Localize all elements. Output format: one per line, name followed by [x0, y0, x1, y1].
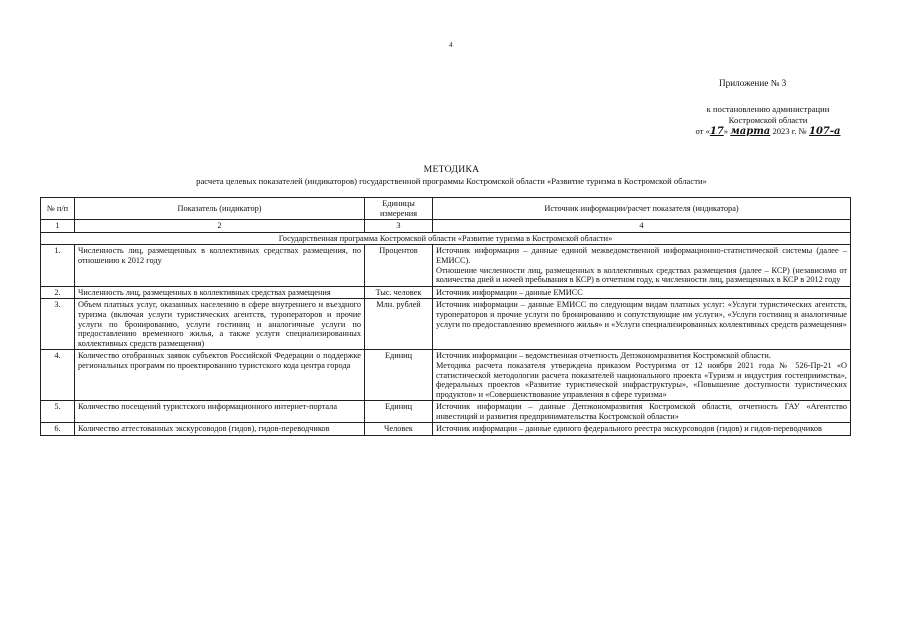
- table-row: [41, 299, 851, 350]
- decree-line-2: Костромской области: [728, 115, 808, 125]
- row-indicator: Численность лиц, размещенных в коллективных средствах размещения, по отношению к 2012 году: [75, 245, 365, 286]
- row-indicator: Количество отобранных заявок субъектов Российской Федерации о поддержке региональных программ по проектированию туристского кода центра города: [75, 350, 365, 401]
- table-row: [41, 401, 851, 423]
- document-subtitle: расчета целевых показателей (индикаторов) государственной программы Костромской области «Развитие туризма в Костромской области»: [196, 176, 707, 186]
- col-number-1: 1: [41, 220, 75, 233]
- row-indicator: Объем платных услуг, оказанных населению в сфере внутреннего и въездного туризма (включая услуги туристических агентств, туроператоров и прочие услуги по бронированию, услуги гостиниц и аналогичные услуги по предоставлению временного жилья, а также услуги специализированных коллективных средств размещения): [75, 299, 365, 350]
- decree-prefix: от «: [695, 126, 710, 136]
- row-num: 2.: [41, 286, 75, 299]
- row-source-text: Источник информации – данные ЕМИСС по следующим видам платных услуг: «Услуги туристических агентств, туроператоров и прочие услуги по бронированию и сопутствующие им услуги», «Услуги гостиниц и аналогичные услуги по предоставлению временного жилья» и «Услуги специализированных коллективных средств размещения»: [436, 300, 847, 329]
- header-source: Источник информации/расчет показателя (индикатора): [433, 198, 851, 220]
- row-num: 1.: [41, 245, 75, 286]
- indicators-table: [40, 197, 851, 436]
- column-number-row: [41, 220, 851, 233]
- row-source-text: Источник информации – данные Депэкономразвития Костромской области, отчетность ГАУ «Агентство инвестиций и развития предпринимательства Костромской области»: [436, 402, 847, 421]
- col-number-2: 2: [75, 220, 365, 233]
- row-source-text: Источник информации – данные единой межведомственной информационно-статистической системы (далее – ЕМИСС).: [436, 246, 847, 265]
- row-source: [433, 245, 851, 286]
- row-indicator: Количество аттестованных экскурсоводов (гидов), гидов-переводчиков: [75, 423, 365, 436]
- row-source: [433, 401, 851, 423]
- row-unit: Процентов: [365, 245, 433, 286]
- row-source-text-2: Методика расчета показателя утверждена приказом Ростуризма от 12 ноября 2021 года № 526-Пр-21 «О статистической методологии расчета показателей национального проекта «Туризм и индустрия гостеприимства», федеральных проектов «Развитие туристической инфраструктуры», «Повышение доступности туристических продуктов» и «Совершенствование управления в сфере туризма»: [436, 360, 847, 399]
- row-unit: Человек: [365, 423, 433, 436]
- decree-year: 2023 г. №: [770, 126, 809, 136]
- table-header-row: [41, 198, 851, 220]
- header-unit: Единицы измерения: [365, 198, 433, 220]
- header-indicator: Показатель (индикатор): [75, 198, 365, 220]
- row-unit: Млн. рублей: [365, 299, 433, 350]
- decree-line-3: [683, 126, 853, 137]
- table-row: [41, 245, 851, 286]
- header-num: № п/п: [41, 198, 75, 220]
- table-row: [41, 350, 851, 401]
- row-unit: Единиц: [365, 401, 433, 423]
- page-number: 4: [449, 41, 453, 49]
- row-source: [433, 299, 851, 350]
- section-title: Государственная программа Костромской области «Развитие туризма в Костромской области»: [41, 232, 851, 245]
- handwritten-number: 107-а: [808, 126, 841, 137]
- section-row: [41, 232, 851, 245]
- decree-reference: [683, 104, 853, 137]
- row-source: [433, 350, 851, 401]
- decree-mid: »: [723, 126, 731, 136]
- row-source: [433, 286, 851, 299]
- row-indicator: Численность лиц, размещенных в коллективных средствах размещения: [75, 286, 365, 299]
- document-title: МЕТОДИКА: [423, 164, 480, 175]
- table-row: [41, 423, 851, 436]
- row-indicator: Количество посещений туристского информационного интернет-портала: [75, 401, 365, 423]
- row-num: 6.: [41, 423, 75, 436]
- appendix-label: Приложение № 3: [719, 78, 787, 88]
- handwritten-month: марта: [730, 126, 771, 137]
- row-unit: Единиц: [365, 350, 433, 401]
- row-source-text: Источник информации – данные ЕМИСС: [436, 287, 583, 297]
- row-source-text: Источник информации – данные единого федерального реестра экскурсоводов (гидов) и гидов-переводчиков: [436, 424, 822, 434]
- row-unit: Тыс. человек: [365, 286, 433, 299]
- row-source-text-2: Отношение численности лиц, размещенных в коллективных средствах размещения (далее – КСР) (независимо от количества дней и ночей пребывания в КСР) в отчетном году, к численности лиц, размещенных в КСР в 2012 году: [436, 265, 847, 285]
- row-source-text: Источник информации – ведомственная отчетность Депэкономразвития Костромской области.: [436, 351, 771, 361]
- row-num: 5.: [41, 401, 75, 423]
- row-num: 4.: [41, 350, 75, 401]
- handwritten-day: 17: [709, 126, 724, 137]
- row-num: 3.: [41, 299, 75, 350]
- table-row: [41, 286, 851, 299]
- decree-line-1: к постановлению администрации: [706, 104, 830, 114]
- row-source: [433, 423, 851, 436]
- col-number-3: 3: [365, 220, 433, 233]
- col-number-4: 4: [433, 220, 851, 233]
